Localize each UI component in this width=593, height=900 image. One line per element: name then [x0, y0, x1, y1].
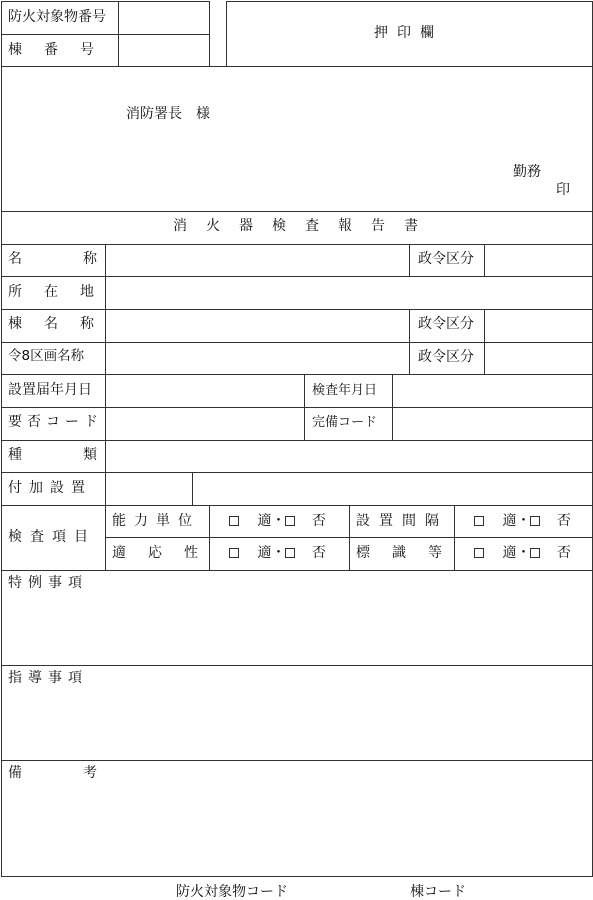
checkbox-ng[interactable] — [285, 516, 295, 526]
suitability-label-text: 適応性 — [112, 545, 220, 561]
install-date-field[interactable] — [106, 375, 303, 406]
checkbox-ok[interactable] — [474, 516, 484, 526]
ok-label: 適 — [502, 513, 517, 529]
location-field[interactable] — [106, 277, 592, 308]
building-number-label — [8, 42, 116, 58]
checkbox-ng[interactable] — [530, 548, 540, 558]
guidance-field[interactable] — [2, 689, 592, 759]
need-code-label — [8, 415, 103, 429]
name-field[interactable] — [106, 245, 408, 276]
gov-zone-label-1: 政令区分 — [418, 251, 474, 267]
inspection-items-label-text: 検査項目 — [8, 529, 96, 545]
ng-label: 否 — [556, 545, 571, 561]
r8-zone-name-field[interactable] — [106, 343, 408, 374]
checkbox-ng[interactable] — [530, 516, 540, 526]
suitability-label — [112, 546, 220, 560]
divider — [304, 374, 305, 440]
gov-zone-field-3[interactable] — [485, 343, 592, 374]
divider — [1, 505, 593, 506]
ok-label: 適 — [502, 545, 517, 561]
complete-code-label: 完備コード — [312, 415, 378, 430]
additional-label-text: 付加設置 — [8, 480, 92, 496]
special-field[interactable] — [2, 594, 592, 664]
install-interval-label-text: 設置間隔 — [356, 513, 448, 529]
need-code-field[interactable] — [106, 408, 303, 439]
name-label-text: 名称 — [8, 251, 158, 267]
signs-label — [356, 546, 464, 560]
divider — [1, 760, 593, 761]
ng-label: 否 — [311, 545, 326, 561]
guidance-label — [8, 671, 88, 685]
divider — [1, 665, 593, 666]
seal-label: 押印欄 — [374, 25, 443, 41]
target-number-label: 防火対象物番号 — [8, 9, 106, 25]
gov-zone-field-2[interactable] — [485, 310, 592, 341]
building-number-label-text: 棟番号 — [8, 42, 116, 58]
location-label-text: 所在地 — [8, 284, 116, 300]
suitability-check: 適・ 否 — [229, 546, 326, 560]
building-name-field[interactable] — [106, 310, 408, 341]
signs-label-text: 標識等 — [356, 545, 464, 561]
seal-mark: 印 — [556, 182, 570, 198]
checkbox-ok[interactable] — [474, 548, 484, 558]
signs-check: 適・ 否 — [474, 546, 571, 560]
special-label-text: 特例事項 — [8, 575, 88, 591]
additional-label — [8, 481, 92, 495]
capacity-unit-check: 適・ 否 — [229, 514, 326, 528]
name-label — [8, 251, 158, 267]
install-interval-label — [356, 514, 448, 528]
checkbox-ok[interactable] — [229, 516, 239, 526]
target-number-field[interactable] — [119, 2, 209, 33]
divider — [349, 505, 350, 570]
capacity-unit-label-text: 能力単位 — [112, 513, 200, 529]
checkbox-ok[interactable] — [229, 548, 239, 558]
divider — [409, 309, 410, 375]
ok-label: 適 — [257, 545, 272, 561]
gov-zone-label-2: 政令区分 — [418, 316, 474, 332]
divider — [1, 570, 593, 571]
gov-zone-label-3: 政令区分 — [418, 349, 474, 365]
ok-label: 適 — [257, 513, 272, 529]
building-name-label — [8, 317, 116, 331]
report-title: 消火器検査報告書 — [173, 218, 437, 234]
remarks-label — [8, 766, 158, 780]
install-interval-check: 適・ 否 — [474, 514, 571, 528]
building-code-label: 棟コード — [410, 884, 466, 900]
checkbox-ng[interactable] — [285, 548, 295, 558]
additional-field-2[interactable] — [193, 473, 592, 504]
gov-zone-field-1[interactable] — [485, 245, 592, 276]
remarks-field[interactable] — [2, 784, 592, 876]
inspection-items-label — [8, 530, 96, 544]
complete-code-field[interactable] — [393, 408, 592, 439]
divider — [409, 244, 410, 277]
additional-field-1[interactable] — [106, 473, 191, 504]
chief-addressee: 消防署長 様 — [126, 106, 210, 122]
building-number-field[interactable] — [119, 35, 209, 66]
inspect-date-field[interactable] — [393, 375, 592, 406]
remarks-label-text: 備考 — [8, 765, 158, 781]
location-label — [8, 285, 116, 299]
ng-label: 否 — [556, 513, 571, 529]
install-date-label: 設置届年月日 — [8, 382, 92, 398]
address-block — [1, 66, 593, 212]
ng-label: 否 — [311, 513, 326, 529]
duty-label: 勤務 — [513, 164, 541, 180]
inspect-date-label: 検査年月日 — [312, 383, 378, 398]
target-code-label: 防火対象物コード — [176, 884, 288, 900]
r8-zone-name-label: 令8区画名称 — [8, 348, 85, 364]
special-label — [8, 576, 88, 590]
building-name-label-text: 棟名称 — [8, 316, 116, 332]
type-field[interactable] — [106, 441, 592, 472]
guidance-label-text: 指導事項 — [8, 670, 88, 686]
type-label-text: 種類 — [8, 447, 158, 463]
need-code-label-text: 要否コード — [8, 414, 103, 430]
capacity-unit-label — [112, 514, 200, 528]
